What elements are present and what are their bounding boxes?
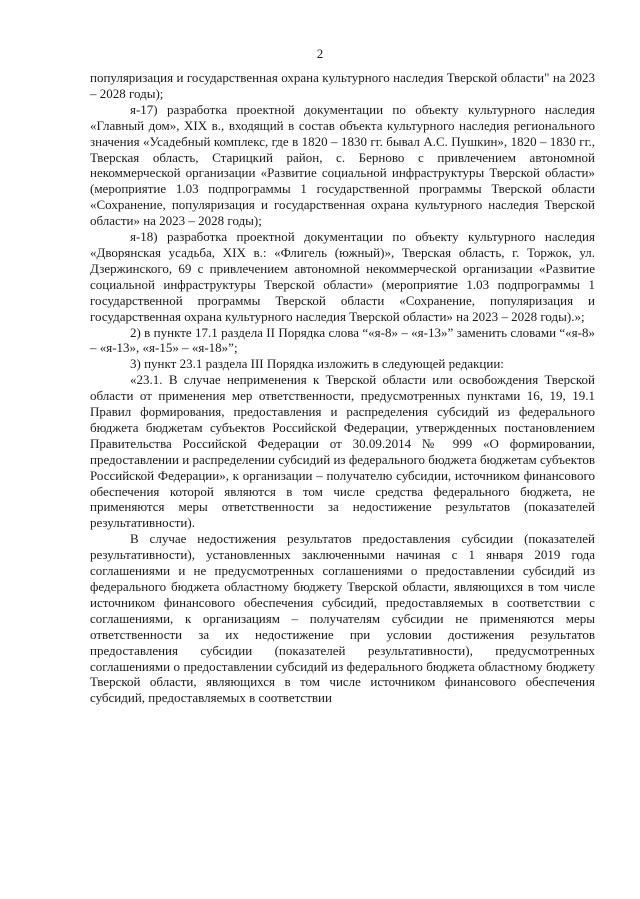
- paragraph-clause-23-1-second: В случае недостижения результатов предоставления субсидии (показателей результативности), установленных заключенными начиная с 1 января 2019 года соглашениями и не предусмотренных соглашениями о предоставлении субсидий из федерального бюджета областному бюджету Тверской области, являющихся в том числе источником финансового обеспечения субсидий, предоставляемых в соответствии с соглашениями, к организациям – получателям субсидии не применяются меры ответственности за их недостижение при условии достижения результатов предоставления субсидии (показателей результативности), предусмотренных соглашениями о предоставлении субсидий из федерального бюджета областному бюджету Тверской области, являющихся в том числе источником финансового обеспечения субсидий, предоставляемых в соответствии: [90, 531, 595, 706]
- document-body: [90, 70, 595, 706]
- paragraph-clause-23-1: «23.1. В случае неприменения к Тверской области или освобождения Тверской области от применения мер ответственности, предусмотренных пунктами 16, 19, 19.1 Правил формирования, предоставления и распределения субсидий из федерального бюджета бюджетам субъектов Российской Федерации, утвержденных постановлением Правительства Российской Федерации от 30.09.2014 № 999 «О формировании, предоставлении и распределении субсидий из федерального бюджета бюджетам субъектов Российской Федерации», к организации – получателю субсидии, источником финансового обеспечения которой являются в том числе средства федерального бюджета, не применяются меры ответственности за недостижение результатов (показателей результативности).: [90, 372, 595, 531]
- paragraph-item-3: 3) пункт 23.1 раздела III Порядка изложить в следующей редакции:: [130, 356, 504, 372]
- paragraph-item-2: 2) в пункте 17.1 раздела II Порядка слова “«я-8» – «я-13»” заменить словами “«я-8» – «я-13», «я-15» – «я-18»”;: [90, 324, 595, 356]
- paragraph-continuation: популяризация и государственная охрана культурного наследия Тверской области" на 2023 – 2028 годы);: [90, 70, 595, 101]
- page-number: 2: [316, 46, 324, 61]
- paragraph-item-ya-17: я-17) разработка проектной документации по объекту культурного наследия «Главный дом», XIX в., входящий в состав объекта культурного наследия регионального значения «Усадебный комплекс, где в 1820 – 1830 гг. бывал А.С. Пушкин», 1820 – 1830 гг., Тверская область, Старицкий район, с. Берново с привлечением автономной некоммерческой организации «Развитие социальной инфраструктуры Тверской области» (мероприятие 1.03 подпрограммы 1 государственной программы Тверской области «Сохранение, популяризация и государственная охрана культурного наследия Тверской области» на 2023 – 2028 годы);: [90, 101, 595, 229]
- paragraph-item-ya-18: я-18) разработка проектной документации по объекту культурного наследия «Дворянская усадьба, XIX в.: «Флигель (южный)», Тверская область, г. Торжок, ул. Дзержинского, 69 с привлечением автономной некоммерческой организации «Развитие социальной инфраструктуры Тверской области» (мероприятие 1.03 подпрограммы 1 государственной программы Тверской области «Сохранение, популяризация и государственная охрана культурного наследия Тверской области» на 2023 – 2028 годы).»;: [90, 229, 595, 324]
